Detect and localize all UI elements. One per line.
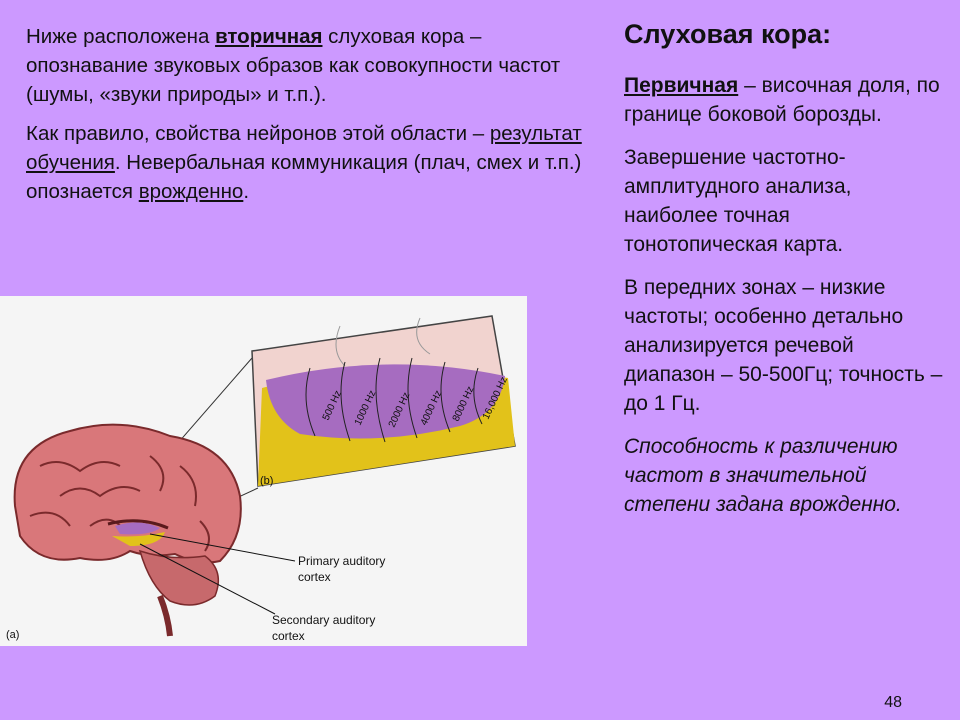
freq-label: 500 Hz [320, 388, 345, 423]
tonotopic-inset [252, 316, 515, 486]
term-primary: Первичная [624, 74, 739, 97]
secondary-label-1: Secondary auditory [272, 613, 376, 627]
secondary-label-2: cortex [272, 629, 305, 643]
term-secondary: вторичная [215, 25, 323, 48]
text: – височная доля, по границе боковой борозды. [624, 74, 940, 126]
paragraph-frequencies: В передних зонах – низкие частоты; особенно детально анализируется речевой диапазон – 50-500Гц; точность – до 1 Гц. [624, 276, 943, 415]
text: слуховая кора – опознавание звуковых образов как совокупности частот (шумы, «звуки природы» и т.п.). [26, 25, 561, 106]
page-number: 48 [884, 694, 902, 711]
brain-figure [0, 296, 527, 646]
text: Как правило, свойства нейронов этой области – [26, 122, 490, 145]
brain-icon [15, 425, 241, 636]
paragraph-analysis: Завершение частотно-амплитудного анализа, наиболее точная тонотопическая карта. [624, 146, 852, 256]
left-text-block [26, 22, 586, 216]
term-innate: врожденно [138, 180, 244, 203]
freq-label: 2000 Hz [386, 390, 413, 430]
term-learning: результат обучения [26, 122, 582, 174]
slide-title: Слуховая кора: [624, 19, 832, 49]
paragraph-innate: Способность к различению частот в значительной степени задана врожденно. [624, 435, 902, 516]
label-a: (a) [6, 629, 20, 641]
text: Ниже расположена [26, 25, 216, 48]
text: . [243, 180, 250, 203]
label-b: (b) [260, 475, 274, 487]
freq-label: 8000 Hz [450, 384, 477, 424]
freq-label: 4000 Hz [418, 388, 445, 428]
paragraph-primary [624, 71, 944, 129]
paragraph-secondary-cortex [26, 22, 586, 109]
freq-label: 1000 Hz [352, 388, 379, 428]
text: . Невербальная коммуникация (плач, смех и т.п.) опознается [26, 151, 582, 203]
paragraph-learning [26, 119, 586, 206]
primary-label-1: Primary auditory [298, 554, 386, 568]
brain-illustration [0, 296, 527, 646]
freq-label: 16,000 Hz [480, 375, 510, 422]
right-column [624, 20, 944, 533]
primary-label-2: cortex [298, 570, 331, 584]
